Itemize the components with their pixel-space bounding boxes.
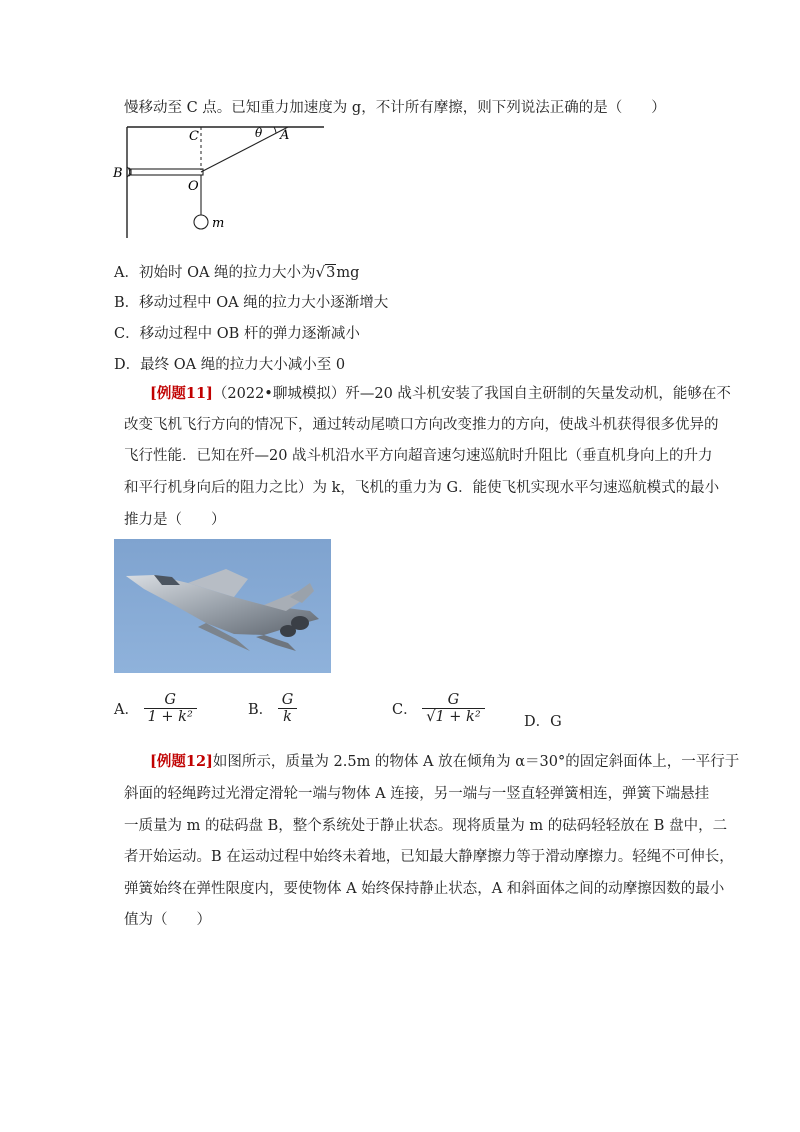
question-stem-end: 慢移动至 C 点。已知重力加速度为 g，不计所有摩擦，则下列说法正确的是（ ） [124, 100, 666, 116]
option-letter: A． [114, 265, 139, 281]
example12-line-3: 一质量为 m 的砝码盘 B，整个系统处于静止状态。现将质量为 m 的砝码轻轻放在 B 盘中，二 [124, 818, 728, 834]
label-c: C [189, 129, 199, 144]
option-text: 最终 OA 绳的拉力大小减小至 0 [140, 357, 346, 373]
sqrt-expression: √3 [315, 263, 336, 281]
label-a: A [280, 128, 290, 143]
example11-line-2: 改变飞机飞行方向的情况下，通过转动尾喷口方向改变推力的方向，使战斗机获得很多优异的 [124, 417, 719, 433]
fraction [422, 692, 484, 725]
fraction-denominator: 1 + k² [144, 708, 197, 725]
option-letter: B． [114, 295, 140, 311]
rod-ob [131, 169, 203, 175]
example12-tag: [例题12] [150, 753, 213, 770]
fraction-numerator: G [281, 692, 294, 708]
example12-line-6: 值为（ ） [124, 912, 211, 928]
ex11-option-a [114, 692, 197, 725]
sqrt-radicand: 1 + k² [435, 709, 481, 725]
fraction-numerator: G [447, 692, 460, 708]
mass-m [194, 215, 208, 229]
label-m: m [212, 216, 225, 231]
fraction-numerator: G [164, 692, 176, 708]
example11-line-4: 和平行机身向后的阻力之比）为 k，飞机的重力为 G．能使飞机实现水平匀速巡航模式的最小 [124, 480, 720, 496]
option-letter: B． [248, 702, 274, 718]
example12-line-2: 斜面的轻绳跨过光滑定滑轮一端与物体 A 连接，另一端与一竖直轻弹簧相连，弹簧下端悬挂 [124, 786, 710, 802]
fraction [278, 692, 298, 725]
example12-line-1 [150, 752, 739, 772]
fraction [144, 692, 197, 725]
option-letter: C． [114, 326, 140, 342]
example11-tag: [例题11] [150, 385, 213, 402]
option-text: 移动过程中 OA 绳的拉力大小逐渐增大 [139, 295, 389, 311]
label-b: B [113, 166, 123, 181]
ex11-option-b [248, 692, 297, 725]
option-text: G [550, 714, 562, 730]
ex11-option-c [392, 692, 485, 725]
sqrt-radicand: 3 [326, 265, 336, 281]
pulley-rod-diagram [108, 118, 333, 243]
ex11-option-d [524, 710, 562, 731]
label-theta: θ [255, 126, 263, 140]
option-letter: C． [392, 702, 418, 718]
option-text-suffix: mg [336, 265, 360, 281]
option-d [114, 355, 345, 375]
option-text: 移动过程中 OB 杆的弹力逐渐减小 [139, 326, 360, 342]
option-letter: D． [524, 714, 551, 730]
example12-line-5: 弹簧始终在弹性限度内，要使物体 A 始终保持静止状态，A 和斜面体之间的动摩擦因数的最小 [124, 881, 725, 897]
fighter-jet-photo [114, 539, 331, 673]
option-c [114, 324, 360, 344]
option-text: 初始时 OA 绳的拉力大小为 [138, 265, 316, 281]
fraction-denominator: k [278, 708, 298, 725]
fraction-denominator: √1 + k² [422, 708, 484, 725]
option-b [114, 293, 388, 313]
example11-line-1 [150, 384, 731, 404]
option-a [114, 262, 359, 283]
rope-oa [201, 127, 288, 172]
example11-text: （2022•聊城模拟）歼—20 战斗机安装了我国自主研制的矢量发动机，能够在不 [212, 386, 731, 402]
label-o: O [188, 179, 199, 194]
option-letter: A． [114, 702, 139, 718]
example12-line-4: 者开始运动。B 在运动过程中始终未着地，已知最大静摩擦力等于滑动摩擦力。轻绳不可伸长， [124, 849, 734, 865]
option-letter: D． [114, 357, 141, 373]
example11-line-3: 飞行性能．已知在歼—20 战斗机沿水平方向超音速匀速巡航时升阻比（垂直机身向上的升力 [124, 448, 713, 464]
example12-text: 如图所示，质量为 2.5m 的物体 A 放在倾角为 α＝30°的固定斜面体上，一平行于 [212, 754, 740, 770]
example11-line-5: 推力是（ ） [124, 512, 226, 528]
